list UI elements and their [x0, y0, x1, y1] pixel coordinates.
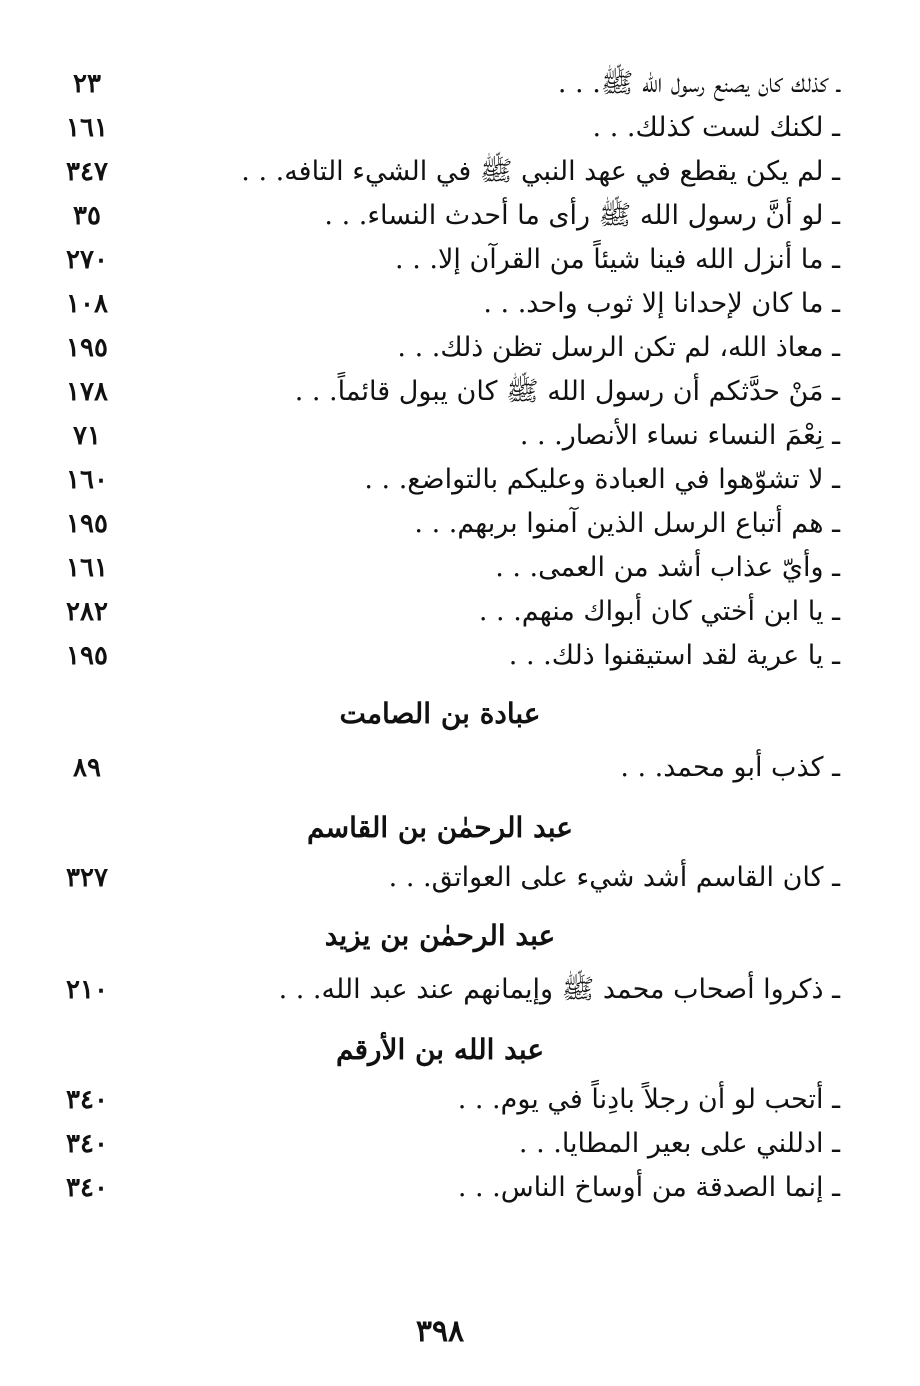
entry-text: ـ مَنْ حدَّثكم أن رسول الله ﷺ كان يبول قائماً. . . — [294, 376, 840, 407]
index-entry — [40, 328, 840, 368]
index-entry — [40, 284, 840, 324]
index-entry — [40, 1080, 840, 1120]
entry-text: ـ لكنك لست كذلك. . . — [592, 112, 840, 143]
entry-page-number: ١٦١ — [66, 553, 108, 583]
section-heading: عبادة بن الصامت — [339, 697, 541, 730]
entry-page-number: ٣٢٧ — [66, 863, 108, 893]
index-entry — [40, 196, 840, 236]
entry-page-number: ٣٤٠ — [66, 1173, 108, 1203]
index-entry — [40, 108, 840, 148]
entry-page-number: ١٠٨ — [66, 289, 108, 319]
entry-page-number: ٨٩ — [73, 753, 101, 783]
entry-page-number: ٧١ — [73, 421, 101, 451]
entry-page-number: ١٩٥ — [66, 509, 108, 539]
entry-page-number: ١٩٥ — [66, 641, 108, 671]
entry-text: ـ كذب أبو محمد. . . — [620, 752, 840, 783]
entry-page-number: ٢٧٠ — [66, 245, 108, 275]
entry-text: ـ ادللني على بعير المطايا. . . — [518, 1128, 840, 1159]
entry-page-number: ٣٤٠ — [66, 1085, 108, 1115]
entry-page-number: ١٦٠ — [66, 465, 108, 495]
index-entry — [40, 152, 840, 192]
entry-page-number: ٣٤٠ — [66, 1129, 108, 1159]
index-entry — [40, 1124, 840, 1164]
index-entry — [40, 858, 840, 898]
entry-text: ـ ذكروا أصحاب محمد ﷺ وإيمانهم عند عبد الله. . . — [278, 974, 840, 1005]
entry-text: ـ أتحب لو أن رجلاً بادِناً في يوم. . . — [457, 1084, 840, 1115]
entry-page-number: ١٧٨ — [66, 377, 108, 407]
index-entry — [40, 372, 840, 412]
index-entry — [40, 460, 840, 500]
index-entry — [40, 416, 840, 456]
entry-page-number: ٣٤٧ — [66, 157, 108, 187]
index-entry — [40, 504, 840, 544]
entry-text: ـ يا ابن أختي كان أبواك منهم. . . — [478, 596, 840, 627]
index-entry — [40, 636, 840, 676]
section-heading: عبد الرحمٰن بن القاسم — [307, 811, 573, 844]
section-heading: عبد الرحمٰن بن يزيد — [324, 919, 556, 952]
entry-text: ـ يا عرية لقد استيقنوا ذلك. . . — [508, 640, 840, 671]
entry-text: ـ كان القاسم أشد شيء على العواتق. . . — [388, 862, 840, 893]
entry-text: ـ ما كان لإحدانا إلا ثوب واحد. . . — [483, 288, 840, 319]
page-number: ٣٩٨ — [415, 1314, 465, 1349]
index-entry — [40, 1168, 840, 1208]
entry-text: ـ لم يكن يقطع في عهد النبي ﷺ في الشيء التافه. . . — [241, 156, 840, 187]
entry-text: ـ معاذ الله، لم تكن الرسل تظن ذلك. . . — [397, 332, 840, 363]
entry-text: ـ لو أنَّ رسول الله ﷺ رأى ما أحدث النساء. . . — [324, 200, 840, 231]
index-entry — [40, 64, 840, 104]
entry-page-number: ١٩٥ — [66, 333, 108, 363]
index-entry — [40, 592, 840, 632]
index-entry — [40, 748, 840, 788]
entry-page-number: ٢٨٢ — [66, 597, 108, 627]
entry-page-number: ٢١٠ — [66, 975, 108, 1005]
entry-text: ـ نِعْمَ النساء نساء الأنصار. . . — [519, 420, 840, 451]
index-entry — [40, 548, 840, 588]
entry-text: ـ لا تشوّهوا في العبادة وعليكم بالتواضع. . . — [364, 464, 840, 495]
entry-page-number: ٣٥ — [73, 201, 101, 231]
entry-text: ـ كذلك كان يصنع رسول الله ﷺ. . . — [557, 68, 840, 99]
entry-text: ـ إنما الصدقة من أوساخ الناس. . . — [457, 1172, 840, 1203]
entry-page-number: ١٦١ — [66, 113, 108, 143]
entry-page-number: ٢٣ — [73, 69, 101, 99]
entry-text: ـ وأيّ عذاب أشد من العمى. . . — [495, 552, 840, 583]
entry-text: ـ ما أنزل الله فينا شيئاً من القرآن إلا. . . — [395, 244, 840, 275]
section-heading: عبد الله بن الأرقم — [335, 1033, 545, 1066]
index-entry — [40, 970, 840, 1010]
entry-text: ـ هم أتباع الرسل الذين آمنوا بربهم. . . — [414, 508, 840, 539]
index-entry — [40, 240, 840, 280]
